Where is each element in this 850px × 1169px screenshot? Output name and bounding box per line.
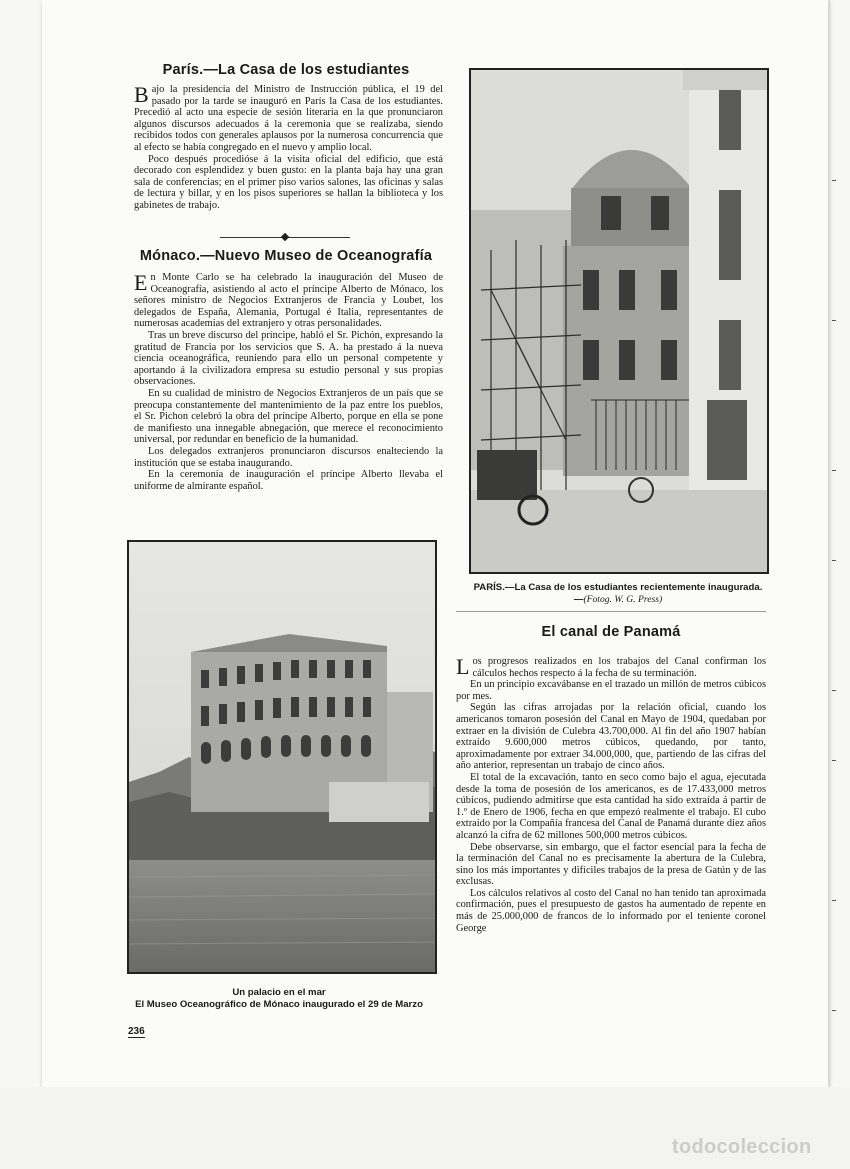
- monaco-article-body: [134, 272, 443, 492]
- panama-paragraph-3: Según las cifras arrojadas por la relación oficial, cuando los americanos tomaron posesión del Canal en Mayo de 1904, quedaban por extraer en la división de Culebra 43.700,000. Al fin del año 1907 habían extraído 9.600,000 metros cúbicos, quedando, por tanto, aproximadamente por extraer 34.000,000, que, partiendo de las cifras del año anterior, representan un trabajo de cinco años.: [456, 702, 766, 772]
- panama-paragraph-6: Los cálculos relativos al costo del Canal no han tenido tan aproximada confirmación, pues el presupuesto de gastos ha aumentado de repente en más de 25.000,000 de francos de lo informado por el teniente coronel George: [456, 887, 766, 934]
- monaco-caption-line-2: El Museo Oceanográfico de Mónaco inaugurado el 29 de Marzo: [135, 999, 423, 1010]
- section-divider: [220, 237, 350, 238]
- student-house-illustration: [471, 70, 767, 572]
- paris-paragraph-2: Poco después procedióse á la visita oficial del edificio, que está decorado con esplendidez y buen gusto: en la planta baja hay una gran sala de conferencias; en el primer piso varios salones, las oficinas y salas de lectura y billar, y en los pisos superiores se hallan la biblioteca y los gabinetes de trabajo.: [134, 153, 443, 211]
- museum-illustration: [129, 542, 435, 972]
- paris-article-body: [134, 84, 443, 212]
- panama-paragraph-4: El total de la excavación, tanto en seco como bajo el agua, ejecutada desde la toma de posesión de los americanos, es de 17.433,000 metros cúbicos, pudiendo admitirse que esta cantidad ha sido extraída á partir de 1.º de Enero de 1906, fecha en que empezó realmente el trabajo. El cubo extraído por la Compañía francesa del Canal de Panamá durante diez años alcanzó la cifra de 62 millones 500,000 metros cúbicos.: [456, 771, 766, 841]
- monaco-paragraph-1: En Monte Carlo se ha celebrado la inauguración del Museo de Oceanografía, asistiendo al acto el príncipe Alberto de Mónaco, los señores ministro de Negocios Extranjeros de Francia y Loubet, los delegados de España, Alemania, Portugal é Italia, representantes de numerosas academias del extranjero y otras personalidades.: [134, 270, 443, 330]
- paris-student-house-photo: [469, 68, 769, 574]
- monaco-caption-line-1: Un palacio en el mar: [232, 987, 326, 998]
- panama-article-body: [456, 656, 766, 934]
- paris-headline: París.—La Casa de los estudiantes: [162, 62, 410, 78]
- paris-photo-caption: [472, 582, 764, 606]
- paris-caption-text: PARÍS.—La Casa de los estudiantes recientemente inaugurada.—: [473, 582, 763, 605]
- monaco-museum-photo: [127, 540, 437, 974]
- monaco-paragraph-4: Los delegados extranjeros pronunciaron discursos enalteciendo la institución que se estaba inaugurando.: [134, 445, 443, 469]
- paris-photo-credit: (Fotog. W. G. Press): [583, 594, 663, 605]
- watermark-logo: todocoleccion: [672, 1136, 812, 1158]
- monaco-photo-caption: [118, 987, 440, 1011]
- panama-paragraph-1: Los progresos realizados en los trabajos del Canal confirman los cálculos hechos respecto á la fecha de su terminación.: [456, 654, 766, 679]
- panama-dropcap: L: [456, 654, 470, 679]
- page-number: 236: [128, 1026, 145, 1037]
- paris-dropcap: B: [134, 82, 149, 107]
- monaco-headline: Mónaco.—Nuevo Museo de Oceanografía: [139, 248, 433, 264]
- panama-paragraph-5: Debe observarse, sin embargo, que el factor esencial para la fecha de la terminación del Canal no es precisamente la abertura de la Culebra, sino los más importantes y difíciles trabajos de la presa de Gatún y de las exclusas.: [456, 841, 766, 888]
- monaco-paragraph-5: En la ceremonia de inauguración el príncipe Alberto llevaba el uniforme de almirante español.: [134, 469, 443, 492]
- paris-paragraph-1: Bajo la presidencia del Ministro de Instrucción pública, el 19 del pasado por la tarde se inauguró en París la Casa de los estudiantes. Precedió al acto una especie de sesión literaria en la que pronunciaron algunos discursos adecuados á la ceremonia que se realizaba, siendo recibidos todos con generales aplausos por la numerosa concurrencia que al efecto se había congregado en el nuevo y amplio local.: [134, 82, 443, 153]
- monaco-paragraph-2: Tras un breve discurso del príncipe, habló el Sr. Pichón, expresando la gratitud de Francia por los servicios que S. A. ha prestado á la nueva ciencia oceanográfica, reuniendo para ello un personal competente y aportando á la civilizadora empresa su estudio personal y sus propias observaciones.: [134, 329, 443, 388]
- panama-headline: El canal de Panamá: [541, 624, 681, 640]
- panama-paragraph-2: En un principio excavábanse en el trazado un millón de metros cúbicos por mes.: [456, 679, 766, 702]
- caption-rule: [456, 611, 766, 612]
- monaco-paragraph-3: En su cualidad de ministro de Negocios Extranjeros de un país que se preocupa constantemente del mantenimiento de la paz entre los pueblos, el Sr. Pichon celebró la obra del príncipe Alberto, porque en ella se pone de manifiesto una innegable abnegación, que merece el reconocimiento universal, por redundar en beneficio de la humanidad.: [134, 387, 443, 446]
- monaco-dropcap: E: [134, 270, 148, 295]
